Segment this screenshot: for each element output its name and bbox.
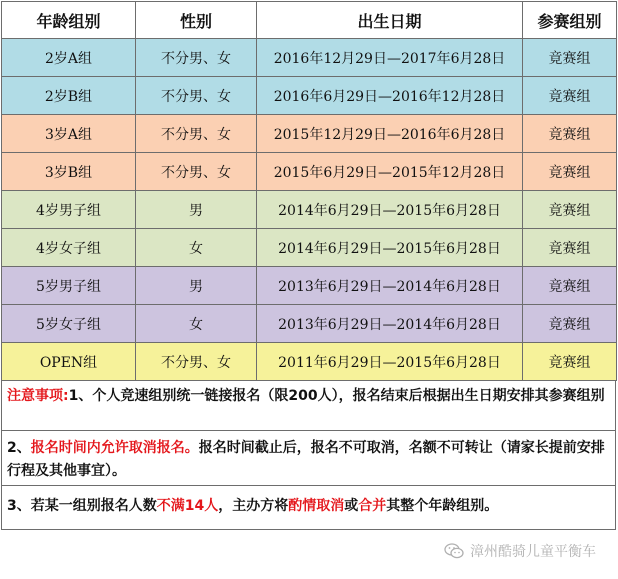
note-1-text: 1、个人竞速组别统一链接报名（限200人），报名结束后根据出生日期安排其参赛组别 (68, 388, 605, 404)
table-row (2, 191, 617, 229)
note-3-highlight-1: 不满14人 (156, 498, 219, 514)
cell-gender: 男 (136, 191, 257, 229)
cell-age-group: OPEN组 (2, 343, 136, 381)
cell-gender: 不分男、女 (136, 39, 257, 77)
cell-category: 竟赛组 (523, 115, 617, 153)
cell-gender: 不分男、女 (136, 77, 257, 115)
cell-category: 竟赛组 (523, 267, 617, 305)
cell-gender: 女 (136, 305, 257, 343)
cell-category: 竟赛组 (523, 191, 617, 229)
cell-birth-date: 2014年6月29日—2015年6月28日 (257, 229, 523, 267)
cell-birth-date: 2016年12月29日—2017年6月28日 (257, 39, 523, 77)
cell-age-group: 2岁A组 (2, 39, 136, 77)
table-row (2, 77, 617, 115)
header-category: 参赛组别 (523, 2, 617, 39)
cell-age-group: 3岁B组 (2, 153, 136, 191)
cell-age-group: 4岁女子组 (2, 229, 136, 267)
cell-gender: 不分男、女 (136, 343, 257, 381)
header-age-group: 年龄组别 (2, 2, 136, 39)
note-1-label: 注意事项: (7, 388, 69, 404)
cell-birth-date: 2011年6月29日—2015年6月28日 (257, 343, 523, 381)
cell-age-group: 4岁男子组 (2, 191, 136, 229)
cell-gender: 女 (136, 229, 257, 267)
note-3-part-b: ，主办方将 (218, 498, 289, 514)
cell-birth-date: 2013年6月29日—2014年6月28日 (257, 267, 523, 305)
cell-age-group: 5岁男子组 (2, 267, 136, 305)
header-birth-date: 出生日期 (257, 2, 523, 39)
table-row (2, 115, 617, 153)
table-row (2, 153, 617, 191)
cell-birth-date: 2016年6月29日—2016年12月28日 (257, 77, 523, 115)
wechat-watermark (444, 541, 596, 561)
cell-category: 竟赛组 (523, 305, 617, 343)
table-header-row (2, 2, 617, 39)
cell-age-group: 5岁女子组 (2, 305, 136, 343)
cell-age-group: 3岁A组 (2, 115, 136, 153)
cell-birth-date: 2014年6月29日—2015年6月28日 (257, 191, 523, 229)
footer-account-name: 漳州酷骑儿童平衡车 (470, 544, 596, 560)
cell-category: 竟赛组 (523, 229, 617, 267)
table-row (2, 343, 617, 381)
table-row (2, 39, 617, 77)
cell-gender: 不分男、女 (136, 153, 257, 191)
note-2 (1, 431, 616, 486)
note-3-highlight-3: 合并 (358, 498, 387, 514)
note-2-text: 报名时间截止后，报名不可取消，名额不可转让（请家长提前安排行程及其他事宜）。 (7, 440, 605, 479)
note-1 (1, 381, 616, 431)
header-gender: 性别 (136, 2, 257, 39)
note-3-part-a: 3、若某一组别报名人数 (7, 498, 157, 514)
table-row (2, 267, 617, 305)
cell-birth-date: 2015年12月29日—2016年6月28日 (257, 115, 523, 153)
note-3 (1, 486, 616, 530)
note-3-part-c: 或 (344, 498, 359, 514)
note-2-prefix: 2、 (7, 440, 31, 456)
note-3-part-d: 其整个年龄组别。 (386, 498, 499, 514)
cell-age-group: 2岁B组 (2, 77, 136, 115)
cell-category: 竟赛组 (523, 153, 617, 191)
table-row (2, 229, 617, 267)
cell-birth-date: 2013年6月29日—2014年6月28日 (257, 305, 523, 343)
table-row (2, 305, 617, 343)
note-3-highlight-2: 酌情取消 (288, 498, 345, 514)
note-2-highlight: 报名时间内允许取消报名。 (30, 440, 199, 456)
cell-gender: 不分男、女 (136, 115, 257, 153)
notes-section (1, 381, 616, 530)
wechat-icon (444, 543, 464, 559)
cell-category: 竟赛组 (523, 343, 617, 381)
cell-gender: 男 (136, 267, 257, 305)
age-group-table (1, 1, 617, 381)
cell-category: 竟赛组 (523, 77, 617, 115)
cell-birth-date: 2015年6月29日—2015年12月28日 (257, 153, 523, 191)
cell-category: 竟赛组 (523, 39, 617, 77)
